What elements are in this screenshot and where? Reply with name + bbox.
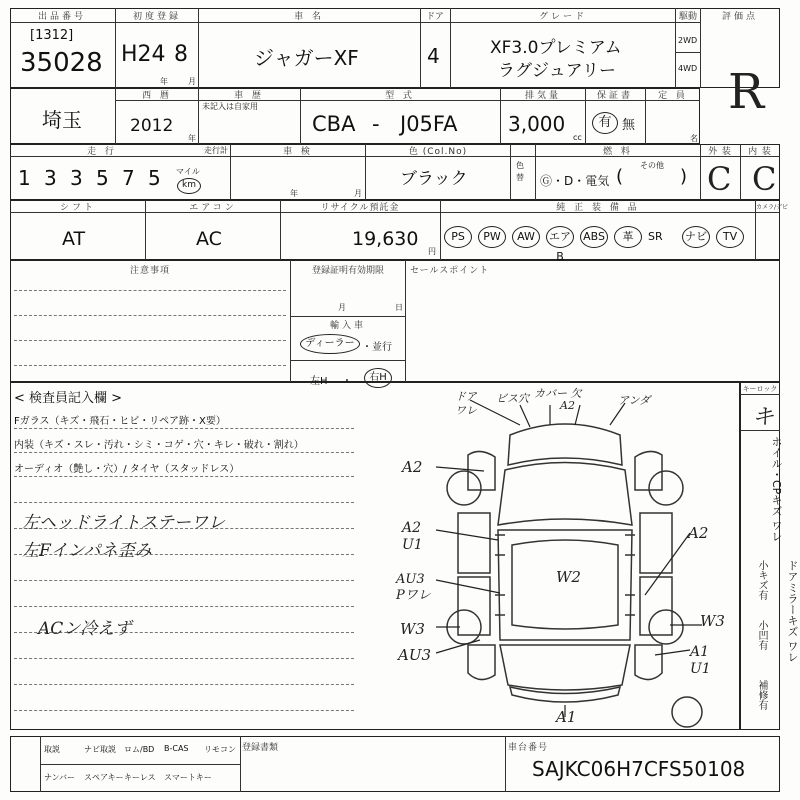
lot-sub: [1312] bbox=[30, 28, 74, 43]
footer-item: スマートキー bbox=[164, 773, 212, 782]
footer-item: ナビ取説 bbox=[84, 745, 116, 754]
vin-value: SAJKC06H7CFS50108 bbox=[532, 757, 746, 781]
recolor-label: 色替 bbox=[516, 161, 524, 182]
fuel-other: その他 bbox=[640, 161, 664, 170]
equipment-item: SR bbox=[648, 230, 663, 243]
mark-top-left: ドア ワレ bbox=[455, 390, 477, 417]
mark-au3-l: AU3 bbox=[398, 646, 432, 664]
inspector-hand2: 左Fインパネ歪み bbox=[22, 541, 152, 561]
interior-label: 内 装 bbox=[748, 147, 772, 157]
mark-w3-r: W3 bbox=[700, 612, 725, 630]
mark-top-mid: ビス穴 bbox=[496, 392, 529, 405]
fuel-paren-open: ( bbox=[616, 166, 624, 187]
odo-label: 走行計 bbox=[204, 146, 228, 155]
mileage-digit: 1 bbox=[18, 166, 31, 190]
equipment-item: AW bbox=[512, 226, 540, 248]
warranty-no: 無 bbox=[622, 118, 636, 133]
side-note-1: ホイル・CPキズ ワレ bbox=[770, 436, 783, 542]
equipment-label: 純 正 装 備 品 bbox=[556, 203, 640, 213]
recycle-value: 19,630 bbox=[352, 228, 419, 250]
doors-value: 4 bbox=[427, 44, 440, 68]
inspector-line1: Fガラス（キズ・飛石・ヒビ・リペア跡・X要） bbox=[14, 416, 226, 427]
shift-value: AT bbox=[62, 228, 86, 250]
mark-a1u1: A1 U1 bbox=[690, 644, 711, 677]
import-parallel: ・並行 bbox=[362, 342, 392, 353]
katashiki-dash: - bbox=[372, 112, 380, 136]
footer-item: キーレス bbox=[124, 773, 156, 782]
mark-top-a2: A2 bbox=[560, 399, 575, 412]
handle-right: 右H bbox=[364, 368, 392, 388]
unit-km: km bbox=[177, 178, 201, 194]
capacity-unit: 名 bbox=[690, 134, 698, 143]
mark-top-right: アンダ bbox=[618, 394, 651, 407]
mileage-digit: 7 bbox=[122, 166, 135, 190]
recycle-label: リサイクル預託金 bbox=[320, 203, 400, 213]
inspection-label: 車 検 bbox=[283, 147, 313, 157]
warranty-yes: 有 bbox=[592, 112, 618, 134]
mileage-digit: 5 bbox=[96, 166, 109, 190]
side-note-5: 補修有 bbox=[756, 680, 767, 710]
month-mark: 月 bbox=[188, 77, 196, 86]
year-mark: 年 bbox=[160, 77, 168, 86]
side-frame bbox=[740, 382, 780, 730]
seireki-label: 西 暦 bbox=[142, 91, 172, 101]
fuel-label: 燃 料 bbox=[603, 147, 633, 157]
katashiki-a: CBA bbox=[312, 112, 356, 136]
inspection-month: 月 bbox=[354, 189, 362, 198]
grade-label: グレード bbox=[538, 12, 587, 22]
score-label: 評価点 bbox=[721, 12, 758, 22]
color-label: 色 (Col.No) bbox=[408, 147, 468, 157]
unit-mile: マイル bbox=[176, 167, 200, 176]
color-value: ブラック bbox=[400, 169, 468, 189]
deadline-day: 日 bbox=[395, 303, 403, 312]
import-dealer: ディーラー bbox=[300, 334, 360, 354]
side-note-2: ドアミラーキズ ワレ bbox=[786, 560, 799, 663]
footer-item: B-CAS bbox=[164, 744, 189, 753]
inspector-line3: オーディオ（艶し・穴）/ タイヤ（スタッドレス） bbox=[14, 464, 240, 475]
side-note-3: 小キズ有 bbox=[756, 560, 767, 600]
mileage-digit: 5 bbox=[148, 166, 161, 190]
doors-label: ドア bbox=[426, 12, 444, 22]
equipment-item: エアB bbox=[546, 226, 574, 248]
caution-label: 注意事項 bbox=[129, 266, 170, 276]
grade-line1: XF3.0プレミアム bbox=[490, 38, 622, 58]
fuel-options: Ⓖ・D・電気 bbox=[540, 174, 610, 188]
footer-item: ナンバー bbox=[44, 773, 76, 782]
recycle-yen: 円 bbox=[428, 247, 436, 256]
interior-grade: C bbox=[752, 160, 777, 198]
mark-au3-p: AU3 Pワレ bbox=[396, 572, 431, 603]
inspector-hand3: ACン冷えず bbox=[38, 619, 132, 639]
mileage-label: 走 行 bbox=[87, 147, 117, 157]
region: 埼玉 bbox=[42, 108, 82, 132]
equipment-item: 革 bbox=[614, 226, 642, 248]
inspector-line2: 内装（キズ・スレ・汚れ・シミ・コゲ・穴・キレ・破れ・割れ） bbox=[14, 440, 304, 451]
keylock-value: キ bbox=[752, 405, 775, 430]
reg-deadline-label: 登録証明有効期限 bbox=[311, 266, 384, 276]
mark-a2-fl: A2 bbox=[402, 458, 423, 476]
capacity-label: 定 員 bbox=[658, 91, 688, 101]
displacement-cc: cc bbox=[573, 133, 582, 142]
deadline-month: 月 bbox=[338, 303, 346, 312]
seireki-nen: 年 bbox=[188, 134, 196, 143]
footer-item: 取説 bbox=[44, 745, 60, 754]
sales-point-label: セールスポイント bbox=[410, 266, 490, 276]
score-value: R bbox=[728, 64, 765, 120]
warranty-label: 保証書 bbox=[596, 91, 633, 101]
mark-top-cover: カバー 欠 bbox=[534, 387, 582, 400]
equipment-item: ナビ bbox=[682, 226, 710, 248]
footer-item: スペアキー bbox=[84, 773, 124, 782]
mark-a1: A1 bbox=[556, 708, 577, 726]
reg-doc-label: 登録書類 bbox=[242, 743, 279, 753]
drive-4wd: 4WD bbox=[678, 64, 698, 73]
inspector-title: < 検査員記入欄 > bbox=[14, 391, 123, 406]
first-reg-era: H24 bbox=[121, 42, 166, 67]
model-name: ジャガーXF bbox=[254, 46, 359, 70]
displacement-value: 3,000 bbox=[508, 112, 566, 136]
import-label: 輸入車 bbox=[329, 321, 366, 331]
shift-label: シフト bbox=[59, 203, 96, 213]
mark-a2u1: A2 U1 bbox=[402, 520, 423, 553]
ac-value: AC bbox=[196, 228, 222, 250]
mark-a2-r: A2 bbox=[688, 524, 709, 542]
inspection-year: 年 bbox=[290, 189, 298, 198]
first-reg-label: 初度登録 bbox=[132, 12, 181, 22]
exterior-label: 外 装 bbox=[708, 147, 732, 157]
drive-2wd: 2WD bbox=[678, 36, 698, 45]
footer-item: ロム/BD bbox=[124, 745, 155, 754]
car-diagram bbox=[400, 395, 730, 730]
grade-line2: ラグジュアリー bbox=[498, 61, 616, 81]
equipment-item: PS bbox=[444, 226, 472, 248]
mark-w3-l: W3 bbox=[400, 620, 425, 638]
shaken-sub: 未記入は自家用 bbox=[202, 102, 258, 111]
lot-number: 35028 bbox=[20, 48, 103, 78]
seireki-value: 2012 bbox=[130, 116, 174, 136]
ac-label: エアコン bbox=[189, 203, 237, 213]
katashiki-label: 型 式 bbox=[385, 91, 415, 101]
equipment-item: TV bbox=[716, 226, 744, 248]
katashiki-b: J05FA bbox=[400, 112, 458, 136]
lot-label: 出品番号 bbox=[37, 12, 86, 22]
keyless-label: カメラ/デビ bbox=[756, 204, 789, 211]
exterior-grade: C bbox=[707, 160, 732, 198]
equipment-item: PW bbox=[478, 226, 506, 248]
handle-dot: ・ bbox=[342, 376, 352, 387]
handle-left: 左H bbox=[310, 376, 328, 387]
displacement-label: 排気量 bbox=[524, 91, 561, 101]
model-name-label: 車 名 bbox=[294, 12, 324, 22]
fuel-paren-close: ) bbox=[680, 166, 688, 187]
mileage-digit: 3 bbox=[44, 166, 57, 190]
drive-label: 駆動 bbox=[678, 12, 697, 22]
keylock-label: キーロック bbox=[742, 385, 778, 393]
footer-item: リモコン bbox=[204, 745, 236, 754]
mileage-digit: 3 bbox=[70, 166, 83, 190]
first-reg-month: 8 bbox=[174, 42, 188, 67]
inspector-hand1: 左ヘッドライトステーワレ bbox=[22, 513, 225, 533]
equipment-item: ABS bbox=[580, 226, 608, 248]
vin-label: 車台番号 bbox=[508, 743, 549, 753]
mark-w2: W2 bbox=[556, 568, 581, 586]
side-note-4: 小凹有 bbox=[756, 620, 767, 650]
shaken-label: 車 歴 bbox=[234, 91, 264, 101]
